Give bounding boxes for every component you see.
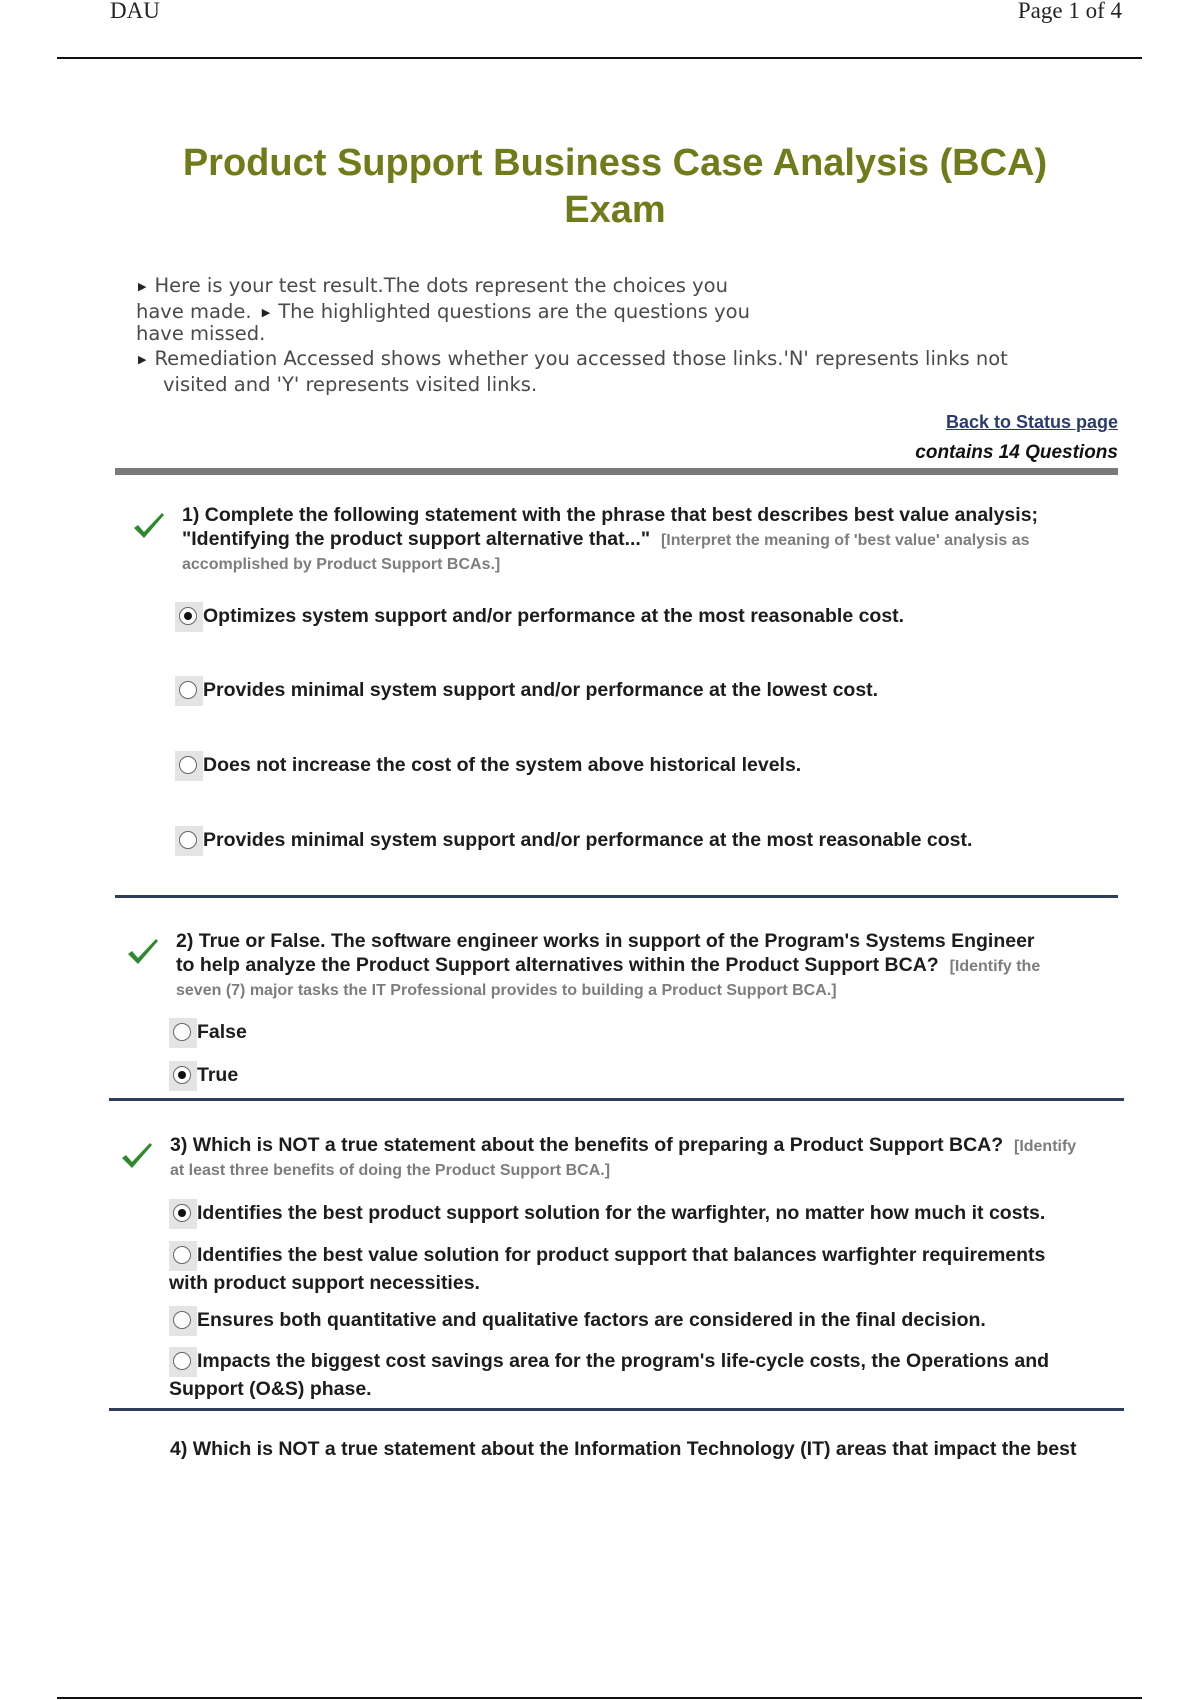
radio-unselected[interactable] <box>173 1246 191 1264</box>
option-label: Provides minimal system support and/or performance at the most reasonable cost. <box>203 829 973 852</box>
question-1 <box>182 503 1112 577</box>
instruction-line <box>138 347 1008 372</box>
answer-option[interactable] <box>169 1018 247 1048</box>
radio-unselected[interactable] <box>173 1352 191 1370</box>
radio-selected[interactable] <box>173 1204 191 1222</box>
answer-option[interactable] <box>175 751 801 781</box>
question-text: 3) Which is NOT a true statement about the benefits of preparing a Product Support BCA? <box>170 1134 1004 1156</box>
question-hint: [Identify <box>1013 1138 1077 1155</box>
title-line-1: Product Support Business Case Analysis (BCA) <box>182 142 1048 184</box>
option-label: Does not increase the cost of the system above historical levels. <box>203 754 802 777</box>
header-source: DAU <box>110 0 160 23</box>
answer-option[interactable] <box>175 602 904 632</box>
question-hint: [Interpret the meaning of 'best value' analysis as <box>660 532 1030 549</box>
page-title <box>60 140 1170 234</box>
correct-check-icon <box>126 938 160 968</box>
footer-divider <box>57 1697 1142 1699</box>
option-label: Impacts the biggest cost savings area for the program's life-cycle costs, the Operations and <box>197 1350 1050 1373</box>
question-divider <box>109 1098 1124 1101</box>
answer-option[interactable] <box>169 1199 1045 1229</box>
instruction-text: Remediation Accessed shows whether you accessed those links.'N' represents links not <box>154 347 1008 370</box>
option-label: True <box>197 1064 239 1087</box>
question-text: 4) Which is NOT a true statement about the Information Technology (IT) areas that impact the best <box>170 1438 1077 1460</box>
instruction-text: Here is your test result.The dots represent the choices you <box>154 274 728 297</box>
question-4 <box>170 1437 1120 1461</box>
instruction-text: have made. <box>136 300 252 323</box>
answer-option[interactable] <box>169 1061 238 1091</box>
back-to-status-link[interactable]: Back to Status page <box>945 412 1118 432</box>
question-text: to help analyze the Product Support alternatives within the Product Support BCA? <box>176 954 939 976</box>
bullet-icon: ▶ <box>138 280 147 293</box>
bullet-icon: ▶ <box>138 353 147 366</box>
question-divider <box>109 1408 1124 1411</box>
instruction-line: visited and 'Y' represents visited links. <box>163 373 538 396</box>
option-label: Optimizes system support and/or performance at the most reasonable cost. <box>203 605 905 628</box>
question-hint: seven (7) major tasks the IT Professional provides to building a Product Support BCA.] <box>176 982 837 999</box>
question-text: "Identifying the product support alternative that..." <box>182 528 651 550</box>
question-hint: accomplished by Product Support BCAs.] <box>182 556 501 573</box>
instruction-text: The highlighted questions are the questions you <box>278 300 750 323</box>
option-label: Identifies the best product support solution for the warfighter, no matter how much it costs. <box>197 1202 1046 1225</box>
instruction-line <box>138 274 728 299</box>
question-hint: at least three benefits of doing the Product Support BCA.] <box>170 1162 611 1179</box>
radio-unselected[interactable] <box>179 831 197 849</box>
answer-option[interactable] <box>169 1241 1109 1296</box>
radio-unselected[interactable] <box>179 756 197 774</box>
option-label: with product support necessities. <box>169 1272 480 1294</box>
option-label: Identifies the best value solution for product support that balances warfighter requirements <box>197 1244 1046 1267</box>
correct-check-icon <box>132 512 166 542</box>
question-divider <box>115 895 1118 898</box>
question-2 <box>176 929 1116 1003</box>
correct-check-icon <box>120 1142 154 1172</box>
bullet-icon: ▶ <box>261 306 271 319</box>
radio-selected[interactable] <box>173 1066 191 1084</box>
header-thick-divider <box>115 468 1118 475</box>
question-count: contains 14 Questions <box>915 442 1118 463</box>
question-text: 2) True or False. The software engineer works in support of the Program's Systems Engineer <box>176 930 1035 952</box>
radio-unselected[interactable] <box>179 681 197 699</box>
header-divider <box>57 57 1142 59</box>
answer-option[interactable] <box>175 826 972 856</box>
page-header <box>110 0 1122 28</box>
option-label: Support (O&S) phase. <box>169 1378 372 1400</box>
question-text: 1) Complete the following statement with the phrase that best describes best value analysis; <box>182 504 1039 526</box>
radio-selected[interactable] <box>179 607 197 625</box>
instruction-line: have missed. <box>136 322 266 345</box>
radio-unselected[interactable] <box>173 1023 191 1041</box>
page-number: Page 1 of 4 <box>1017 0 1122 23</box>
title-line-2: Exam <box>564 189 666 231</box>
answer-option[interactable] <box>169 1347 1109 1402</box>
question-3 <box>170 1133 1120 1183</box>
answer-option[interactable] <box>169 1306 986 1336</box>
answer-option[interactable] <box>175 676 878 706</box>
option-label: Provides minimal system support and/or performance at the lowest cost. <box>203 679 879 702</box>
question-hint: [Identify the <box>949 958 1041 975</box>
option-label: False <box>197 1021 247 1044</box>
option-label: Ensures both quantitative and qualitative factors are considered in the final decision. <box>197 1309 986 1332</box>
radio-unselected[interactable] <box>173 1311 191 1329</box>
